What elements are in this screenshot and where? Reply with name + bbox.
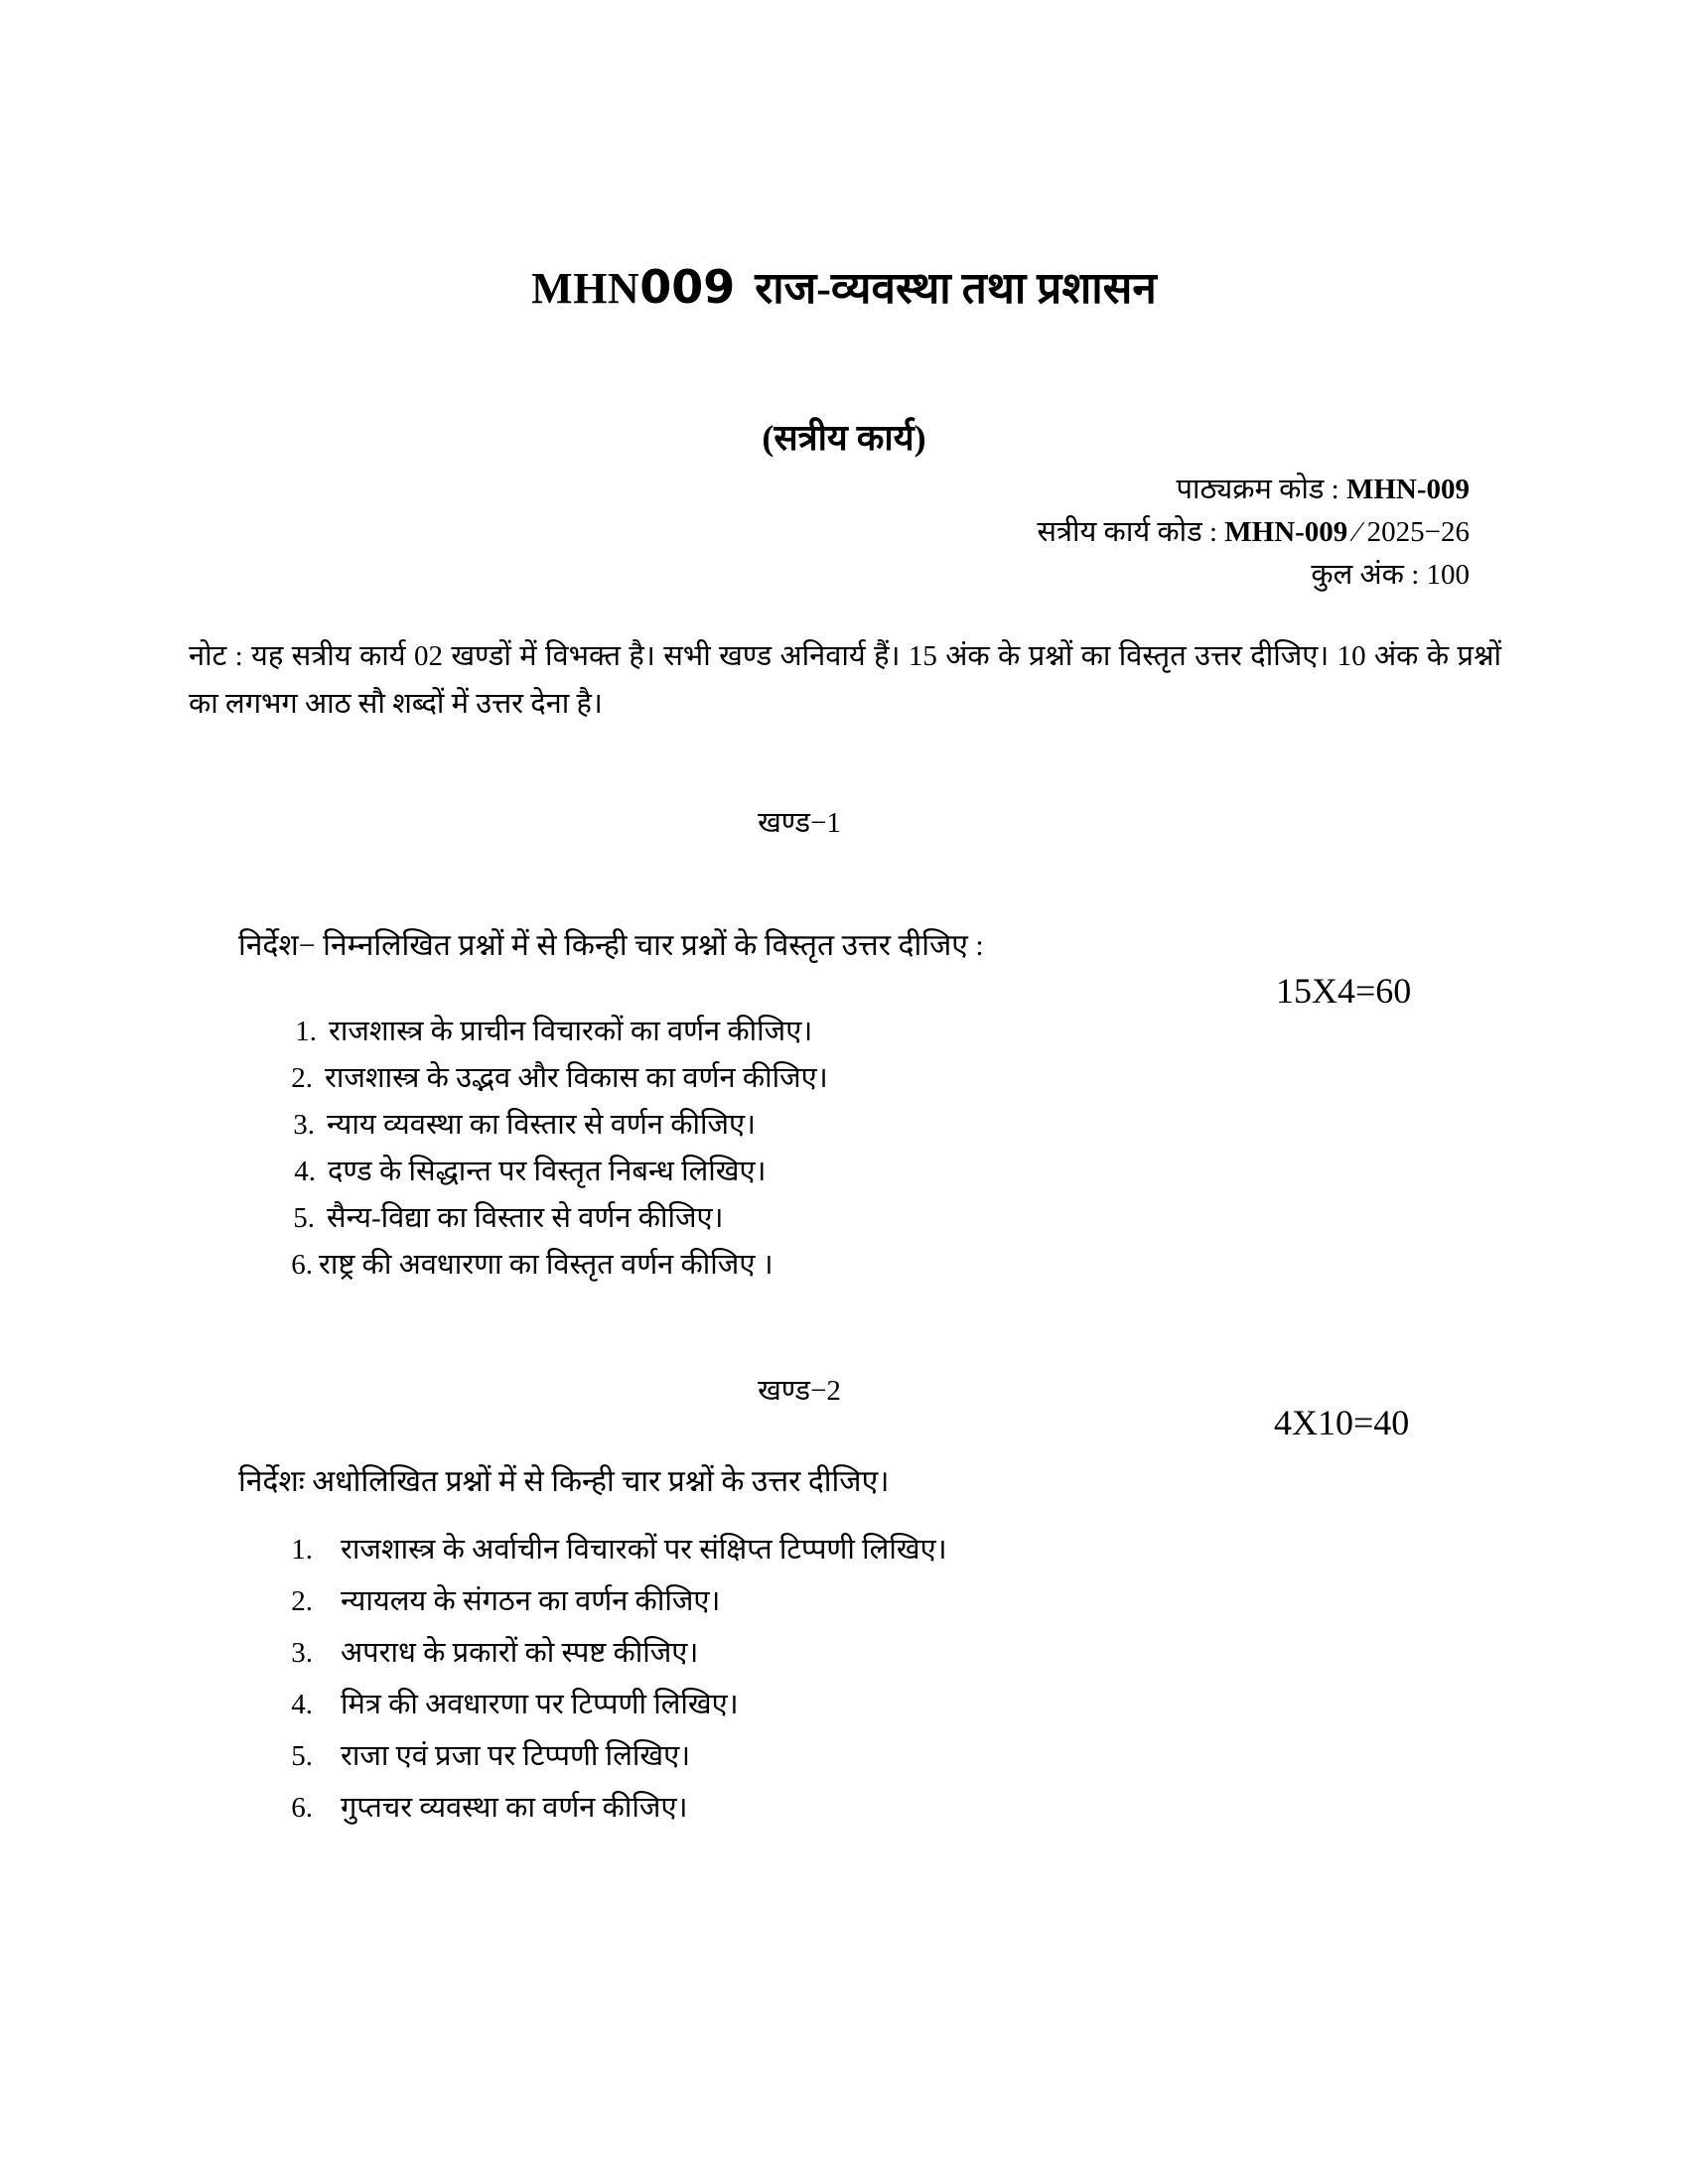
total-marks-value: 100 bbox=[1426, 559, 1470, 591]
list-item bbox=[283, 1679, 947, 1730]
question-number: 5. bbox=[291, 1740, 313, 1772]
list-item bbox=[283, 1730, 947, 1782]
assignment-session: ⁄ 2025−26 bbox=[1347, 516, 1470, 548]
list-item bbox=[283, 1627, 947, 1679]
question-text: न्याय व्यवस्था का विस्तार से वर्णन कीजिए। bbox=[327, 1109, 757, 1141]
question-number: 1. bbox=[295, 1016, 317, 1047]
assignment-code-value: MHN-009 bbox=[1224, 516, 1348, 548]
question-number: 2. bbox=[291, 1585, 313, 1617]
assignment-subtitle: (सत्रीय कार्य) bbox=[762, 418, 926, 458]
course-code-prefix: MHN bbox=[531, 264, 640, 313]
question-text: गुप्तचर व्यवस्था का वर्णन कीजिए। bbox=[341, 1792, 688, 1824]
question-number: 2. bbox=[291, 1062, 313, 1094]
section-1-heading bbox=[0, 802, 1688, 841]
question-text: राजा एवं प्रजा पर टिप्पणी लिखिए। bbox=[341, 1740, 691, 1772]
question-text: राष्ट्र की अवधारणा का विस्तृत वर्णन कीजिए । bbox=[319, 1249, 774, 1281]
question-number: 4. bbox=[291, 1689, 313, 1720]
section-2-heading bbox=[0, 1370, 1688, 1409]
list-item bbox=[283, 1195, 828, 1242]
list-item bbox=[283, 1055, 828, 1102]
total-marks-label: कुल अंक : bbox=[1311, 559, 1427, 591]
section-2-heading-label: खण्ड−2 bbox=[758, 1375, 841, 1407]
section-1-marks: 15X4=60 bbox=[1276, 971, 1412, 1011]
section-2-instruction: निर्देशः अधोलिखित प्रश्नों में से किन्ही चार प्रश्नों के उत्तर दीजिए। bbox=[238, 1465, 890, 1498]
question-number: 3. bbox=[291, 1637, 313, 1669]
question-text: सैन्य-विद्या का विस्तार से वर्णन कीजिए। bbox=[327, 1202, 724, 1234]
instructions-note: नोट : यह सत्रीय कार्य 02 खण्डों में विभक्त है। सभी खण्ड अनिवार्य हैं। 15 अंक के प्रश्नों का विस्तृत उत्तर दीजिए। 10 अंक के प्रश्नों का लगभग आठ सौ शब्दों में उत्तर देना है। bbox=[189, 640, 1501, 720]
section-2-question-list bbox=[283, 1524, 947, 1834]
list-item bbox=[283, 1524, 947, 1575]
page-title bbox=[0, 256, 1688, 316]
question-text: दण्ड के सिद्धान्त पर विस्तृत निबन्ध लिखिए। bbox=[328, 1156, 767, 1187]
list-item bbox=[283, 1149, 828, 1195]
course-code-label: पाठ्यक्रम कोड : bbox=[1176, 474, 1346, 505]
question-number: 5. bbox=[293, 1202, 315, 1234]
list-item bbox=[283, 1102, 828, 1149]
course-code-line bbox=[516, 469, 1470, 511]
question-number: 6. bbox=[291, 1792, 313, 1824]
list-item bbox=[283, 1242, 828, 1289]
question-number: 6. bbox=[291, 1249, 313, 1281]
course-code-value: MHN-009 bbox=[1345, 474, 1470, 505]
total-marks-line bbox=[516, 554, 1470, 597]
assignment-meta bbox=[516, 469, 1470, 597]
list-item bbox=[283, 1575, 947, 1627]
question-text: राजशास्त्र के प्राचीन विचारकों का वर्णन कीजिए। bbox=[329, 1016, 813, 1047]
section-1-instruction: निर्देश− निम्नलिखित प्रश्नों में से किन्ही चार प्रश्नों के विस्तृत उत्तर दीजिए : bbox=[238, 929, 984, 962]
question-number: 4. bbox=[294, 1156, 316, 1187]
question-number: 3. bbox=[293, 1109, 315, 1141]
course-name: राज-व्यवस्था तथा प्रशासन bbox=[755, 264, 1157, 313]
question-number: 1. bbox=[291, 1534, 313, 1566]
assignment-code-line bbox=[516, 511, 1470, 554]
course-number: 009 bbox=[639, 260, 736, 314]
question-text: राजशास्त्र के अर्वाचीन विचारकों पर संक्षिप्त टिप्पणी लिखिए। bbox=[341, 1534, 947, 1566]
section-2-marks: 4X10=40 bbox=[1274, 1403, 1410, 1442]
question-text: अपराध के प्रकारों को स्पष्ट कीजिए। bbox=[341, 1637, 699, 1669]
question-text: राजशास्त्र के उद्भव और विकास का वर्णन कीजिए। bbox=[325, 1062, 828, 1094]
list-item bbox=[283, 1009, 828, 1055]
question-text: न्यायलय के संगठन का वर्णन कीजिए। bbox=[341, 1585, 721, 1617]
assignment-code-label: सत्रीय कार्य कोड : bbox=[1037, 516, 1225, 548]
section-1-heading-label: खण्ड−1 bbox=[758, 807, 841, 839]
question-text: मित्र की अवधारणा पर टिप्पणी लिखिए। bbox=[341, 1689, 739, 1720]
list-item bbox=[283, 1782, 947, 1834]
section-1-question-list bbox=[283, 1009, 828, 1289]
